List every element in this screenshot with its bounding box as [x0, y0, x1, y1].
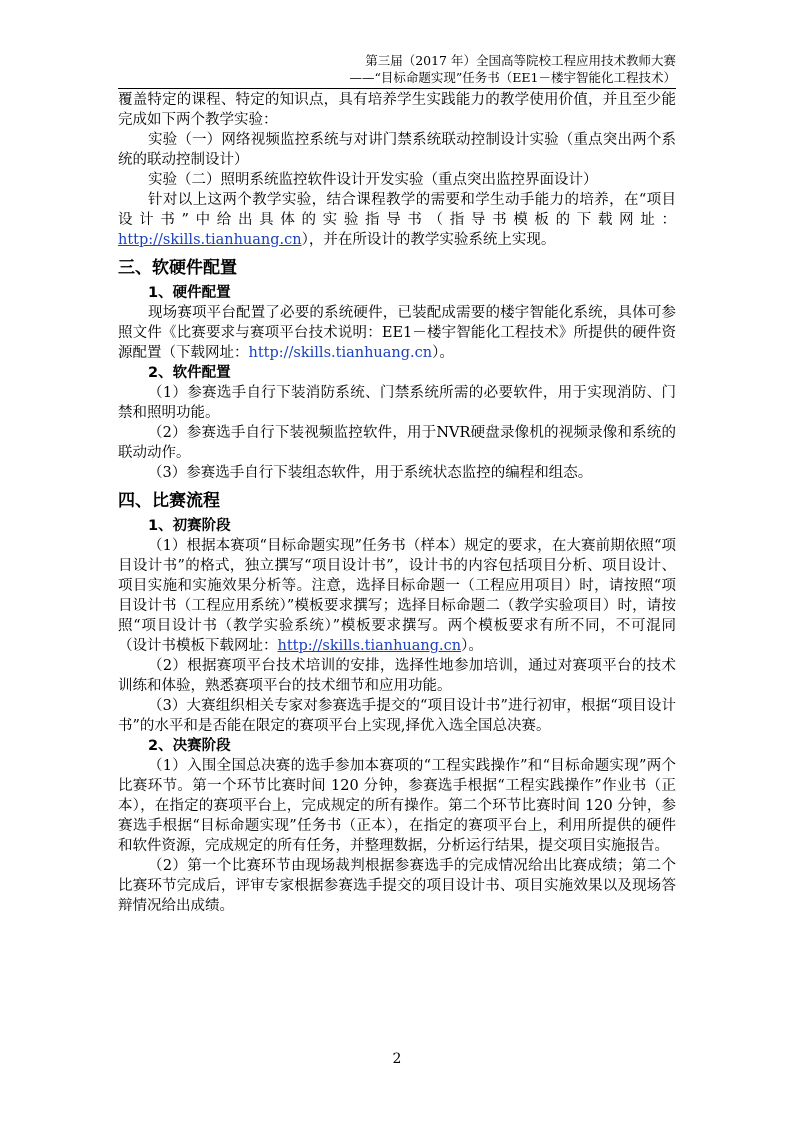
- section-heading: 四、比赛流程: [118, 491, 220, 511]
- download-url: http://skills.tianhuang.cn: [248, 345, 433, 361]
- document-body: [118, 90, 676, 916]
- list-item: （2）参赛选手自行下装视频监控软件，用于NVR硬盘录像机的视频录像和系统的联动动作。: [118, 425, 676, 461]
- list-item: （2）根据赛项平台技术培训的安排，选择性地参加培训，通过对赛项平台的技术训练和体验，熟悉赛项平台的技术细节和应用功能。: [118, 658, 676, 694]
- subsection-heading: 2、软件配置: [148, 365, 231, 381]
- list-item: （2）第一个比赛环节由现场裁判根据参赛选手的完成情况给出比赛成绩；第二个比赛环节完成后，评审专家根据参赛选手提交的项目设计书、项目实施效果以及现场答辩情况给出成绩。: [118, 858, 676, 914]
- page-header: [118, 52, 676, 86]
- download-link[interactable]: http://skills.tianhuang.cn: [277, 638, 462, 654]
- paragraph-text: 针对以上这两个教学实验，结合课程教学的需要和学生动手能力的培养，在“项目设计书”中给出具体的实验指导书（指导书模板的下载网址：: [118, 192, 676, 228]
- paragraph-text: ）。: [461, 638, 483, 654]
- header-subtitle: ——“目标命题实现”任务书（EE1－楼宇智能化工程技术）: [349, 70, 676, 85]
- paragraph: 实验（一）网络视频监控系统与对讲门禁系统联动控制设计实验（重点突出两个系统的联动控制设计）: [118, 132, 676, 168]
- paragraph: 实验（二）照明系统监控软件设计开发实验（重点突出监控界面设计）: [148, 172, 598, 188]
- header-divider: [118, 88, 676, 89]
- paragraph-text: （1）根据本赛项“目标命题实现”任务书（样本）规定的要求，在大赛前期依照“项目设计书”的格式，独立撰写“项目设计书”，设计书的内容包括项目分析、项目设计、项目实施和实施效果分析等。注意，选择目标命题一（工程应用项目）时，请按照“项目设计书（工程应用系统）”模板要求撰写；选择目标命题二（教学实验项目）时，请按照“项目设计书（教学实验系统）”模板要求撰写。两个模板要求有所不同，不可混同（设计书模板下载网址：: [118, 538, 676, 654]
- paragraph: [118, 190, 676, 250]
- list-item: （1）参赛选手自行下装消防系统、门禁系统所需的必要软件，用于实现消防、门禁和照明功能。: [118, 385, 676, 421]
- paragraph-text: ）。: [432, 345, 454, 361]
- subsection-heading: 1、初赛阶段: [148, 518, 231, 534]
- subsection-heading: 1、硬件配置: [148, 285, 231, 301]
- subsection-heading: 2、决赛阶段: [148, 738, 231, 754]
- paragraph: 覆盖特定的课程、特定的知识点，具有培养学生实践能力的教学使用价值，并且至少能完成如下两个教学实验：: [118, 92, 676, 128]
- paragraph-text: ），并在所设计的教学实验系统上实现。: [301, 232, 556, 248]
- paragraph: [118, 303, 676, 363]
- list-item: （3）大赛组织相关专家对参赛选手提交的“项目设计书”进行初审，根据“项目设计书”的水平和是否能在限定的赛项平台上实现,择优入选全国总决赛。: [118, 698, 676, 734]
- list-item: [118, 536, 676, 656]
- download-link[interactable]: http://skills.tianhuang.cn: [118, 232, 302, 248]
- paragraph-text: 现场赛项平台配置了必要的系统硬件，已装配成需要的楼宇智能化系统，具体可参照文件《比赛要求与赛项平台技术说明：EE1－楼宇智能化工程技术》所提供的硬件资源配置（下载网址：: [118, 305, 676, 361]
- header-title: 第三届（2017 年）全国高等院校工程应用技术教师大赛: [365, 53, 676, 68]
- section-heading: 三、软硬件配置: [118, 258, 237, 278]
- list-item: （1）入围全国总决赛的选手参加本赛项的“工程实践操作”和“目标命题实现”两个比赛环节。第一个环节比赛时间 120 分钟，参赛选手根据“工程实践操作”作业书（正本），在指定的赛项平台上，完成规定的所有操作。第二个环节比赛时间 120 分钟，参赛选手根据“目标命题实现”任务书（正本），在指定的赛项平台上，利用所提供的硬件和软件资源，完成规定的所有任务，并整理数据，分析运行结果，提交项目实施报告。: [118, 758, 676, 854]
- list-item: （3）参赛选手自行下装组态软件，用于系统状态监控的编程和组态。: [148, 465, 593, 481]
- page-number: 2: [392, 1051, 402, 1067]
